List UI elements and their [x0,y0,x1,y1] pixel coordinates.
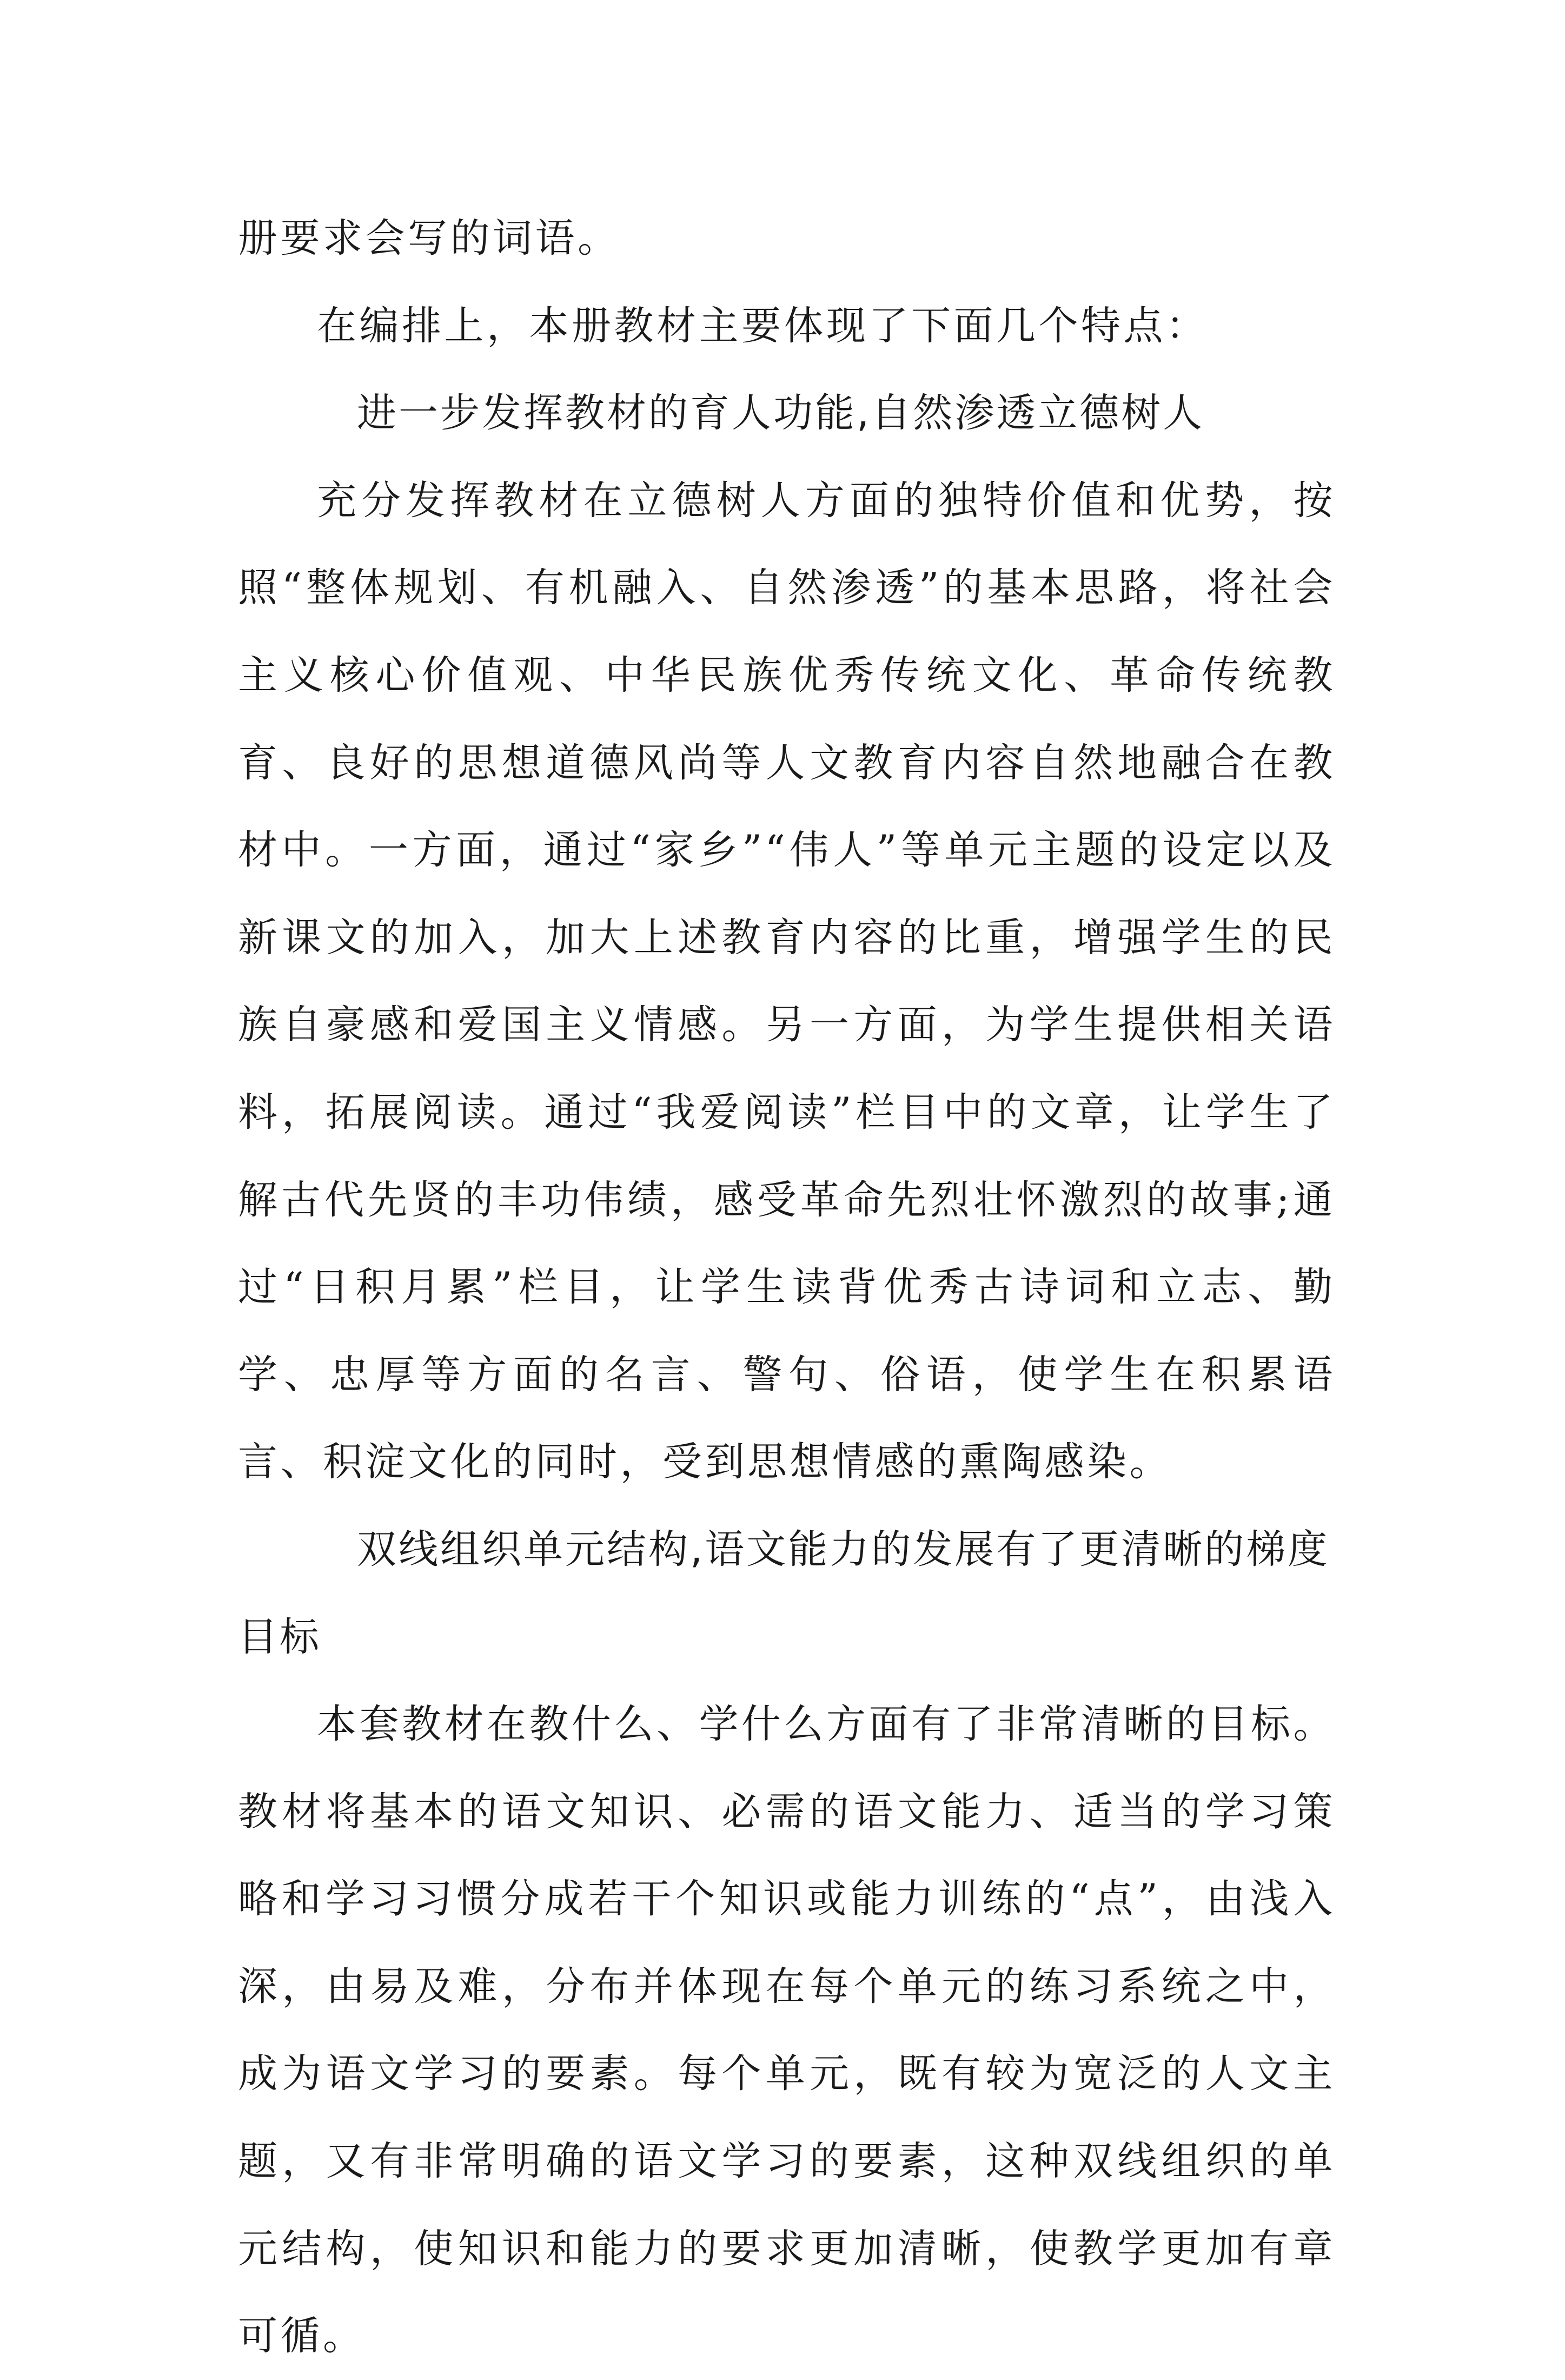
document-body [238,195,1336,2380]
paragraph-section-1: 充分发挥教材在立德树人方面的独特价值和优势，按照“整体规划、有机融入、自然渗透”的基本思路，将社会主义核心价值观、中华民族优秀传统文化、革命传统教育、良好的思想道德风尚等人文教育内容自然地融合在教材中。一方面，通过“家乡”“伟人”等单元主题的设定以及新课文的加入，加大上述教育内容的比重，增强学生的民族自豪感和爱国主义情感。另一方面，为学生提供相关语料，拓展阅读。通过“我爱阅读”栏目中的文章，让学生了解古代先贤的丰功伟绩，感受革命先烈壮怀激烈的故事;通过“日积月累”栏目，让学生读背优秀古诗词和立志、勤学、忠厚等方面的名言、警句、俗语，使学生在积累语言、积淀文化的同时，受到思想情感的熏陶感染。 [238,477,1336,1485]
section-heading-2: 双线组织单元结构,语文能力的发展有了更清晰的梯度目标 [238,1526,1330,1660]
section-heading-1: 进一步发挥教材的育人功能,自然渗透立德树人 [357,390,1205,437]
paragraph-continuation: 册要求会写的词语。 [238,215,620,261]
paragraph-section-2: 本套教材在教什么、学什么方面有了非常清晰的目标。教材将基本的语文知识、必需的语文能力、适当的学习策略和学习习惯分成若干个知识或能力训练的“点”，由浅入深，由易及难，分布并体现在每个单元的练习系统之中，成为语文学习的要素。每个单元，既有较为宽泛的人文主题，又有非常明确的语文学习的要素，这种双线组织的单元结构，使知识和能力的要求更加清晰，使教学更加有章可循。 [238,1701,1336,2359]
paragraph-intro: 在编排上，本册教材主要体现了下面几个特点： [317,302,1209,349]
